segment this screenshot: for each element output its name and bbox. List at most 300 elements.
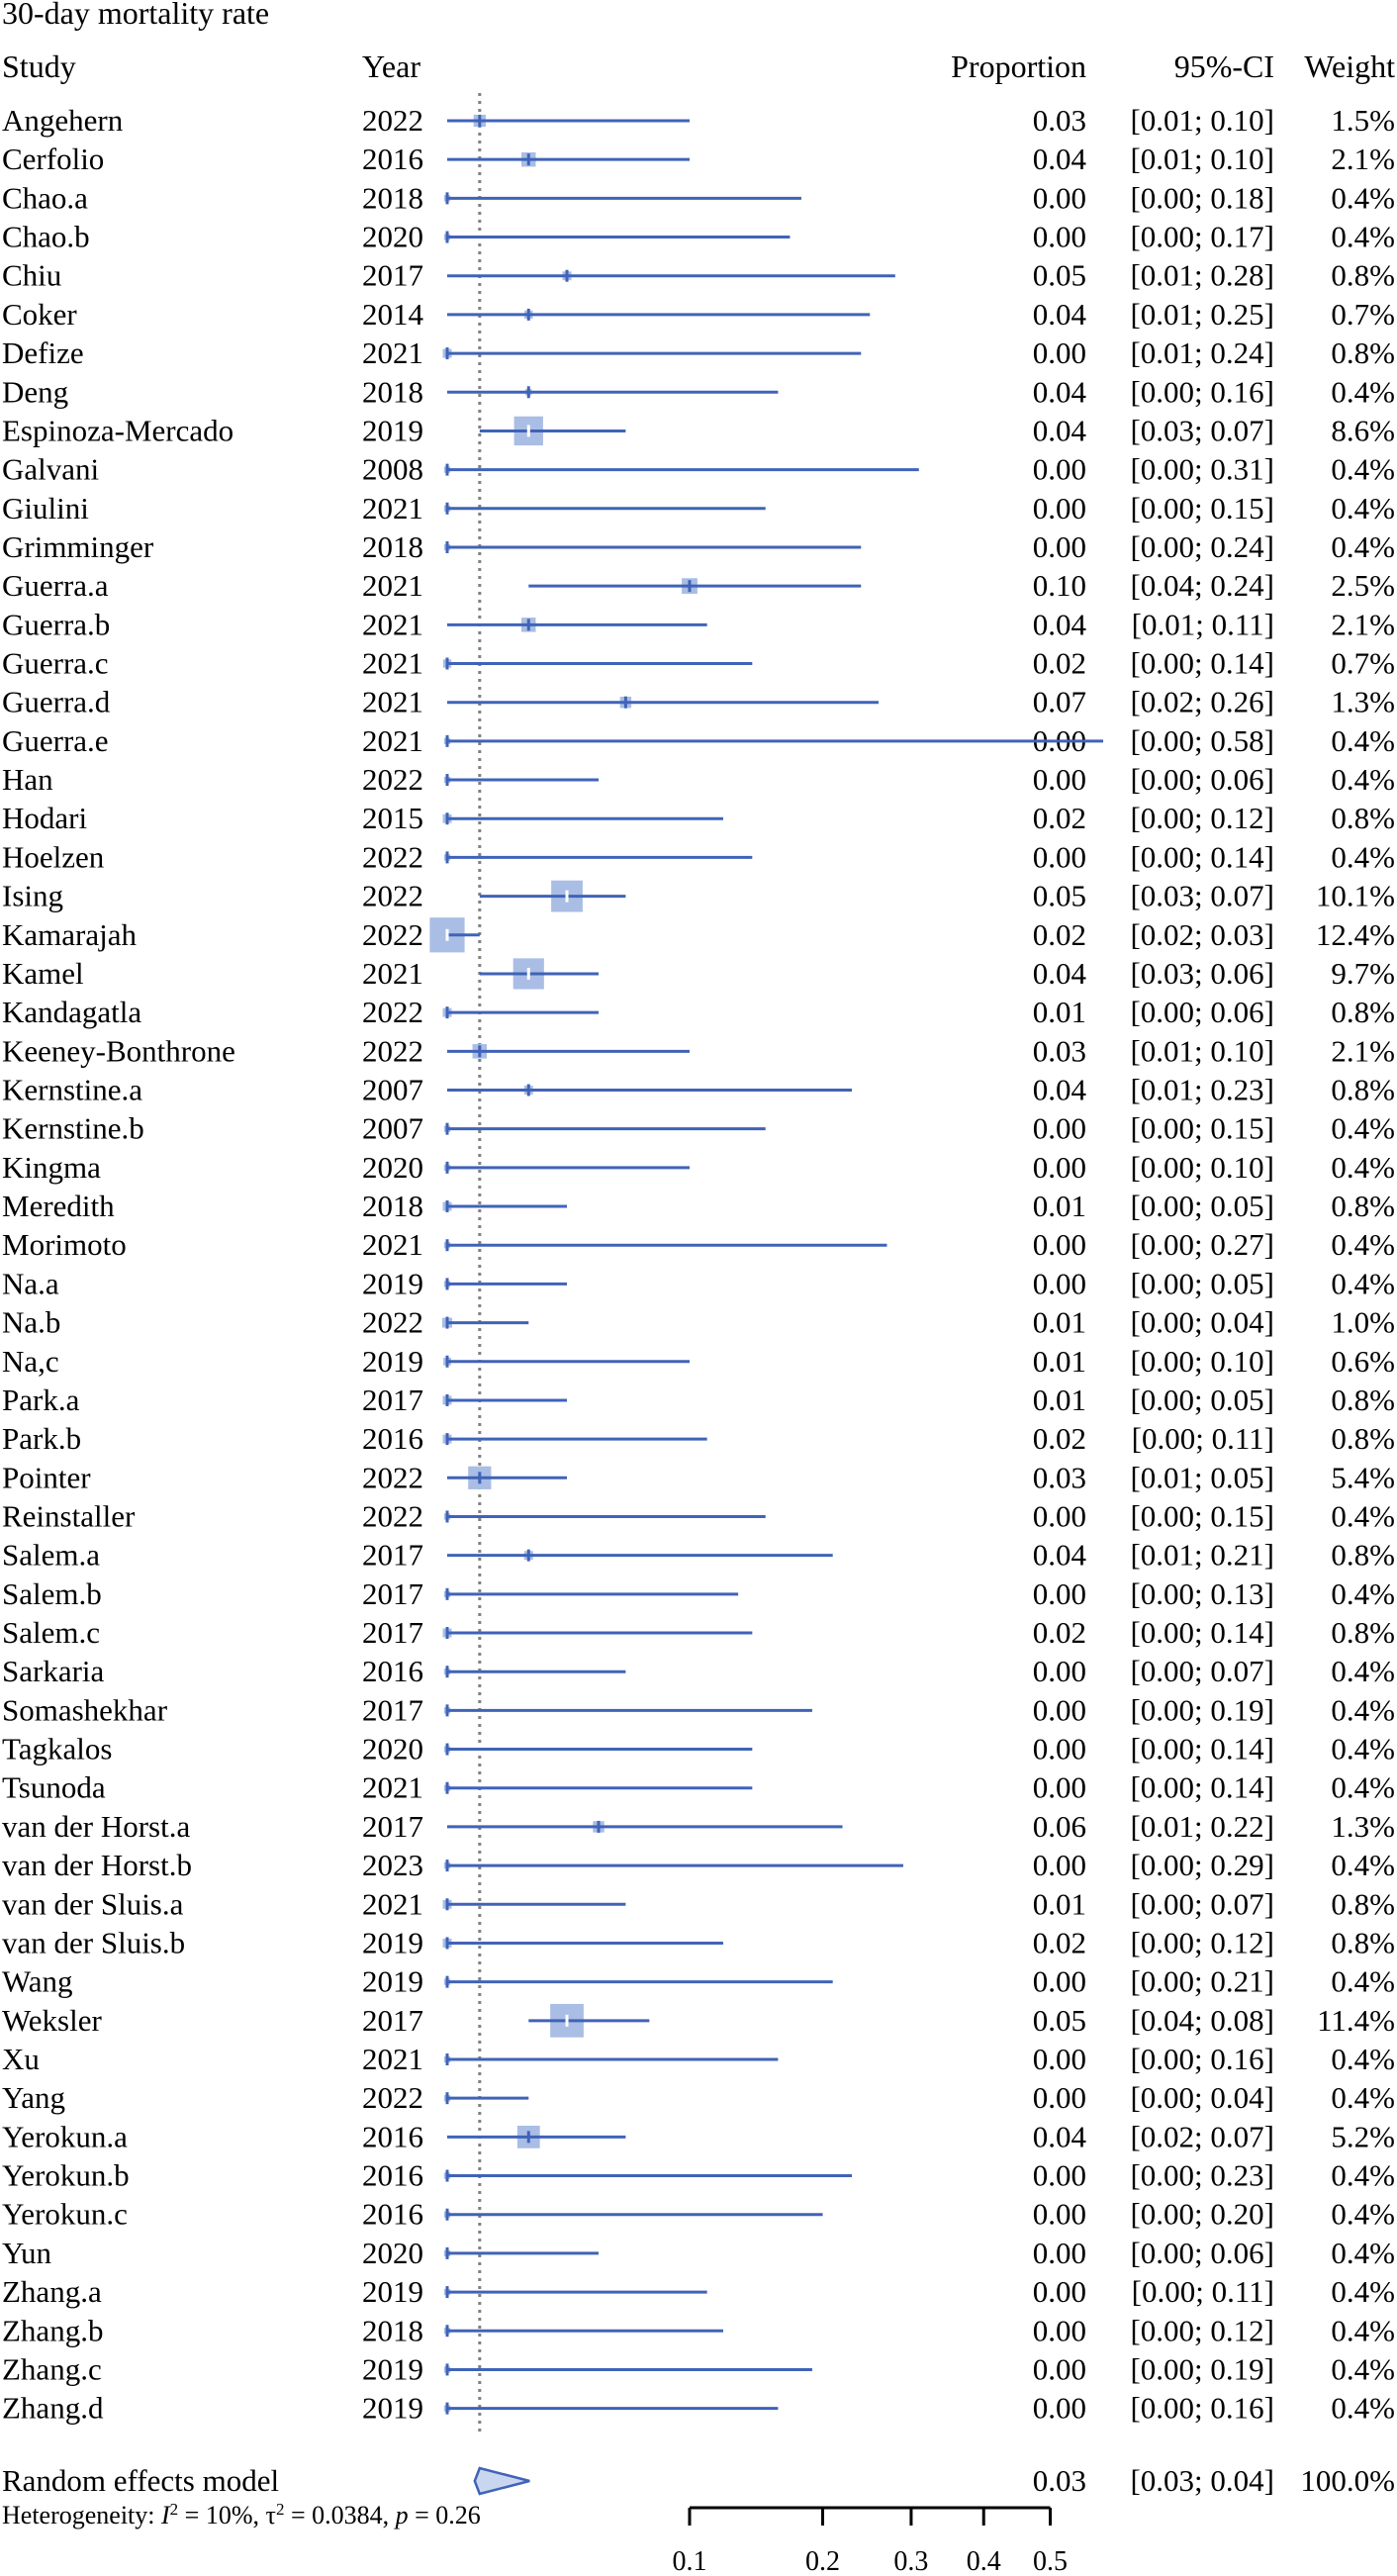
i2-value: = 10%, bbox=[178, 2501, 266, 2529]
study-year: 2020 bbox=[362, 1731, 423, 1766]
study-proportion: 0.01 bbox=[1032, 995, 1086, 1030]
study-ci: [0.00; 0.11] bbox=[1131, 1421, 1274, 1457]
study-ci: [0.00; 0.19] bbox=[1130, 2351, 1274, 2387]
study-year: 2019 bbox=[362, 413, 423, 448]
study-year: 2016 bbox=[362, 1654, 423, 1689]
study-weight: 0.4% bbox=[1331, 2157, 1395, 2193]
study-row bbox=[2, 2351, 1395, 2386]
study-row bbox=[2, 2391, 1395, 2426]
study-row bbox=[2, 2236, 1395, 2270]
study-year: 2016 bbox=[362, 2119, 423, 2154]
study-weight: 0.4% bbox=[1331, 1149, 1395, 1185]
study-row bbox=[2, 1848, 1395, 1882]
study-row bbox=[2, 2274, 1395, 2309]
study-weight: 12.4% bbox=[1315, 916, 1395, 952]
study-row bbox=[2, 1150, 1395, 1185]
study-ci: [0.00; 0.16] bbox=[1130, 374, 1274, 410]
study-name: Pointer bbox=[2, 1460, 91, 1495]
study-year: 2007 bbox=[362, 1110, 423, 1146]
study-proportion: 0.04 bbox=[1032, 413, 1086, 448]
study-name: Angehern bbox=[2, 103, 124, 138]
study-proportion: 0.00 bbox=[1032, 1110, 1086, 1146]
study-ci: [0.00; 0.16] bbox=[1130, 2390, 1274, 2426]
study-ci: [0.00; 0.06] bbox=[1130, 762, 1274, 798]
study-year: 2021 bbox=[362, 684, 423, 719]
study-weight: 0.8% bbox=[1331, 257, 1395, 293]
study-rows bbox=[2, 103, 1395, 2426]
study-row bbox=[2, 2197, 1395, 2232]
study-row bbox=[2, 103, 1395, 138]
study-row bbox=[2, 1266, 1395, 1300]
study-ci: [0.00; 0.15] bbox=[1130, 1110, 1274, 1146]
study-row bbox=[2, 1073, 1395, 1107]
study-year: 2007 bbox=[362, 1072, 423, 1107]
study-row bbox=[2, 1189, 1395, 1223]
study-ci: [0.01; 0.11] bbox=[1131, 607, 1274, 642]
study-ci: [0.00; 0.20] bbox=[1130, 2196, 1274, 2232]
study-name: Kandagatla bbox=[2, 995, 142, 1030]
study-year: 2022 bbox=[362, 1460, 423, 1495]
study-ci: [0.00; 0.14] bbox=[1130, 1769, 1274, 1805]
study-proportion: 0.00 bbox=[1032, 2313, 1086, 2348]
pooled-ci: [0.03; 0.04] bbox=[1130, 2463, 1274, 2498]
study-name: Salem.c bbox=[2, 1615, 100, 1651]
study-ci: [0.03; 0.06] bbox=[1130, 955, 1274, 991]
study-weight: 0.7% bbox=[1331, 645, 1395, 681]
study-ci: [0.01; 0.10] bbox=[1130, 103, 1274, 138]
study-row bbox=[2, 646, 1395, 681]
x-tick-label: 0.1 bbox=[672, 2546, 707, 2576]
study-ci: [0.00; 0.07] bbox=[1130, 1654, 1274, 1689]
study-weight: 0.4% bbox=[1331, 1769, 1395, 1805]
study-row bbox=[2, 1886, 1395, 1921]
i2-symbol: I bbox=[161, 2501, 170, 2529]
study-ci: [0.00; 0.23] bbox=[1130, 2157, 1274, 2193]
study-year: 2018 bbox=[362, 2313, 423, 2348]
study-name: Reinstaller bbox=[2, 1498, 136, 1534]
study-ci: [0.00; 0.14] bbox=[1130, 1615, 1274, 1651]
study-ci: [0.00; 0.15] bbox=[1130, 490, 1274, 525]
study-name: Yerokun.c bbox=[2, 2196, 128, 2232]
study-weight: 2.5% bbox=[1331, 568, 1395, 604]
study-name: Park.b bbox=[2, 1421, 82, 1457]
study-proportion: 0.00 bbox=[1032, 528, 1086, 564]
study-proportion: 0.04 bbox=[1032, 607, 1086, 642]
study-proportion: 0.04 bbox=[1032, 142, 1086, 177]
study-year: 2021 bbox=[362, 722, 423, 758]
study-name: Keeney-Bonthrone bbox=[2, 1033, 235, 1069]
study-row bbox=[2, 1498, 1395, 1533]
study-proportion: 0.01 bbox=[1032, 1343, 1086, 1379]
study-proportion: 0.00 bbox=[1032, 1769, 1086, 1805]
study-year: 2017 bbox=[362, 1382, 423, 1417]
study-row bbox=[2, 607, 1395, 641]
study-weight: 0.4% bbox=[1331, 528, 1395, 564]
study-year: 2021 bbox=[362, 1769, 423, 1805]
study-name: Salem.b bbox=[2, 1575, 102, 1611]
study-year: 2021 bbox=[362, 1227, 423, 1263]
study-name: van der Sluis.b bbox=[2, 1925, 186, 1960]
study-ci: [0.00; 0.14] bbox=[1130, 1731, 1274, 1766]
study-proportion: 0.00 bbox=[1032, 2390, 1086, 2426]
study-weight: 0.4% bbox=[1331, 1963, 1395, 1999]
study-weight: 0.4% bbox=[1331, 1654, 1395, 1689]
pooled-proportion: 0.03 bbox=[1032, 2463, 1086, 2498]
study-weight: 0.8% bbox=[1331, 995, 1395, 1030]
heterogeneity-prefix: Heterogeneity: bbox=[2, 2501, 161, 2529]
study-weight: 0.4% bbox=[1331, 1731, 1395, 1766]
study-row bbox=[2, 1692, 1395, 1727]
study-name: Giulini bbox=[2, 490, 89, 525]
study-row bbox=[2, 1732, 1395, 1766]
study-weight: 0.4% bbox=[1331, 1266, 1395, 1301]
study-row bbox=[2, 1383, 1395, 1417]
study-weight: 0.4% bbox=[1331, 2042, 1395, 2076]
study-row bbox=[2, 491, 1395, 525]
study-year: 2021 bbox=[362, 2042, 423, 2076]
study-weight: 1.0% bbox=[1331, 1304, 1395, 1340]
study-proportion: 0.02 bbox=[1032, 1925, 1086, 1960]
study-name: Zhang.d bbox=[2, 2390, 104, 2426]
study-ci: [0.00; 0.15] bbox=[1130, 1498, 1274, 1534]
study-ci: [0.00; 0.58] bbox=[1130, 722, 1274, 758]
study-year: 2022 bbox=[362, 995, 423, 1030]
study-row bbox=[2, 1305, 1395, 1340]
study-year: 2022 bbox=[362, 2080, 423, 2116]
study-year: 2018 bbox=[362, 180, 423, 216]
study-ci: [0.00; 0.10] bbox=[1130, 1343, 1274, 1379]
study-year: 2021 bbox=[362, 1886, 423, 1922]
study-weight: 0.4% bbox=[1331, 839, 1395, 875]
study-year: 2022 bbox=[362, 1304, 423, 1340]
study-year: 2022 bbox=[362, 1498, 423, 1534]
study-weight: 2.1% bbox=[1331, 607, 1395, 642]
study-name: Chiu bbox=[2, 257, 62, 293]
study-row bbox=[2, 2003, 1395, 2038]
study-proportion: 0.00 bbox=[1032, 2274, 1086, 2310]
study-name: Tagkalos bbox=[2, 1731, 113, 1766]
study-year: 2014 bbox=[362, 296, 423, 332]
study-proportion: 0.03 bbox=[1032, 1033, 1086, 1069]
study-name: Espinoza-Mercado bbox=[2, 413, 234, 448]
ci-column-header: 95%-CI bbox=[1173, 48, 1274, 84]
study-proportion: 0.00 bbox=[1032, 839, 1086, 875]
study-weight: 0.4% bbox=[1331, 1227, 1395, 1263]
study-name: Meredith bbox=[2, 1189, 115, 1224]
study-weight: 11.4% bbox=[1317, 2002, 1395, 2038]
study-proportion: 0.00 bbox=[1032, 1654, 1086, 1689]
study-name: van der Sluis.a bbox=[2, 1886, 184, 1922]
study-ci: [0.01; 0.25] bbox=[1130, 296, 1274, 332]
study-row bbox=[2, 995, 1395, 1029]
study-proportion: 0.04 bbox=[1032, 374, 1086, 410]
study-proportion: 0.07 bbox=[1032, 684, 1086, 719]
study-weight: 0.8% bbox=[1331, 1615, 1395, 1651]
study-row bbox=[2, 1111, 1395, 1146]
study-name: Defize bbox=[2, 335, 84, 371]
x-tick-label: 0.4 bbox=[966, 2546, 1001, 2576]
study-proportion: 0.00 bbox=[1032, 451, 1086, 487]
study-row bbox=[2, 335, 1395, 370]
study-row bbox=[2, 180, 1395, 215]
study-ci: [0.03; 0.07] bbox=[1130, 878, 1274, 913]
study-proportion: 0.04 bbox=[1032, 2119, 1086, 2154]
study-proportion: 0.00 bbox=[1032, 2157, 1086, 2193]
study-proportion: 0.00 bbox=[1032, 490, 1086, 525]
study-year: 2017 bbox=[362, 1692, 423, 1728]
study-weight: 5.4% bbox=[1331, 1460, 1395, 1495]
study-name: Hoelzen bbox=[2, 839, 105, 875]
study-proportion: 0.01 bbox=[1032, 1189, 1086, 1224]
study-row bbox=[2, 529, 1395, 564]
study-weight: 0.7% bbox=[1331, 296, 1395, 332]
study-year: 2019 bbox=[362, 1925, 423, 1960]
study-ci: [0.00; 0.06] bbox=[1130, 2235, 1274, 2270]
study-ci: [0.00; 0.13] bbox=[1130, 1575, 1274, 1611]
study-ci: [0.01; 0.21] bbox=[1130, 1537, 1274, 1573]
study-proportion: 0.03 bbox=[1032, 103, 1086, 138]
study-year: 2017 bbox=[362, 1615, 423, 1651]
study-ci: [0.00; 0.05] bbox=[1130, 1382, 1274, 1417]
study-name: Hodari bbox=[2, 801, 88, 836]
study-name: Zhang.a bbox=[2, 2274, 102, 2310]
study-proportion: 0.00 bbox=[1032, 180, 1086, 216]
study-ci: [0.00; 0.12] bbox=[1130, 2313, 1274, 2348]
study-weight: 0.4% bbox=[1331, 374, 1395, 410]
study-weight: 2.1% bbox=[1331, 1033, 1395, 1069]
study-name: Guerra.a bbox=[2, 568, 109, 604]
study-ci: [0.02; 0.26] bbox=[1130, 684, 1274, 719]
study-weight: 2.1% bbox=[1331, 142, 1395, 177]
study-weight: 0.4% bbox=[1331, 2351, 1395, 2387]
study-weight: 0.4% bbox=[1331, 2390, 1395, 2426]
study-ci: [0.04; 0.24] bbox=[1130, 568, 1274, 604]
study-proportion: 0.06 bbox=[1032, 1808, 1086, 1844]
p-symbol: p bbox=[395, 2501, 409, 2529]
study-name: Zhang.b bbox=[2, 2313, 104, 2348]
study-name: Zhang.c bbox=[2, 2351, 102, 2387]
study-proportion: 0.00 bbox=[1032, 2196, 1086, 2232]
study-ci: [0.00; 0.21] bbox=[1130, 1963, 1274, 1999]
study-name: Guerra.e bbox=[2, 722, 109, 758]
study-name: Deng bbox=[2, 374, 69, 410]
study-proportion: 0.00 bbox=[1032, 1227, 1086, 1263]
study-ci: [0.00; 0.18] bbox=[1130, 180, 1274, 216]
study-row bbox=[2, 2080, 1395, 2115]
study-name: Wang bbox=[2, 1963, 73, 1999]
study-year: 2022 bbox=[362, 1033, 423, 1069]
x-tick-label: 0.2 bbox=[805, 2546, 841, 2576]
study-name: van der Horst.b bbox=[2, 1848, 192, 1883]
study-ci: [0.01; 0.24] bbox=[1130, 335, 1274, 371]
study-weight: 0.4% bbox=[1331, 722, 1395, 758]
study-proportion: 0.00 bbox=[1032, 2351, 1086, 2387]
study-proportion: 0.00 bbox=[1032, 2080, 1086, 2116]
study-proportion: 0.01 bbox=[1032, 1382, 1086, 1417]
study-proportion: 0.10 bbox=[1032, 568, 1086, 604]
study-name: Na.a bbox=[2, 1266, 59, 1301]
study-ci: [0.02; 0.03] bbox=[1130, 916, 1274, 952]
study-proportion: 0.05 bbox=[1032, 257, 1086, 293]
study-year: 2022 bbox=[362, 103, 423, 138]
study-year: 2022 bbox=[362, 762, 423, 798]
study-row bbox=[2, 917, 1395, 953]
study-weight: 0.8% bbox=[1331, 1886, 1395, 1922]
study-name: Chao.b bbox=[2, 219, 90, 254]
study-row bbox=[2, 142, 1395, 176]
study-proportion: 0.00 bbox=[1032, 1266, 1086, 1301]
study-ci: [0.04; 0.08] bbox=[1130, 2002, 1274, 2038]
study-row bbox=[2, 374, 1395, 409]
study-row bbox=[2, 2158, 1395, 2193]
study-weight: 0.8% bbox=[1331, 335, 1395, 371]
study-row bbox=[2, 2119, 1395, 2153]
study-year: 2021 bbox=[362, 645, 423, 681]
study-name: Yerokun.b bbox=[2, 2157, 130, 2193]
study-proportion: 0.00 bbox=[1032, 1692, 1086, 1728]
study-ci: [0.00; 0.04] bbox=[1130, 2080, 1274, 2116]
study-name: Weksler bbox=[2, 2002, 102, 2038]
study-ci: [0.00; 0.19] bbox=[1130, 1692, 1274, 1728]
study-name: Kingma bbox=[2, 1149, 101, 1185]
study-ci: [0.00; 0.17] bbox=[1130, 219, 1274, 254]
study-year: 2017 bbox=[362, 2002, 423, 2038]
study-weight: 0.4% bbox=[1331, 2274, 1395, 2310]
study-weight: 0.4% bbox=[1331, 1692, 1395, 1728]
study-proportion: 0.00 bbox=[1032, 1963, 1086, 1999]
study-row bbox=[2, 2313, 1395, 2347]
study-year: 2022 bbox=[362, 839, 423, 875]
study-name: Somashekhar bbox=[2, 1692, 168, 1728]
study-year: 2015 bbox=[362, 801, 423, 836]
study-name: Kernstine.b bbox=[2, 1110, 144, 1146]
study-row bbox=[2, 1538, 1395, 1573]
study-weight: 1.3% bbox=[1331, 1808, 1395, 1844]
study-row bbox=[2, 297, 1395, 332]
study-name: Guerra.d bbox=[2, 684, 111, 719]
study-name: Xu bbox=[2, 2042, 40, 2076]
study-proportion: 0.00 bbox=[1032, 2235, 1086, 2270]
study-weight: 0.8% bbox=[1331, 801, 1395, 836]
study-year: 2019 bbox=[362, 1963, 423, 1999]
study-year: 2017 bbox=[362, 257, 423, 293]
study-year: 2018 bbox=[362, 528, 423, 564]
study-weight: 1.3% bbox=[1331, 684, 1395, 719]
study-weight: 0.4% bbox=[1331, 180, 1395, 216]
study-weight: 0.8% bbox=[1331, 1072, 1395, 1107]
study-proportion: 0.00 bbox=[1032, 1848, 1086, 1883]
study-weight: 0.4% bbox=[1331, 2080, 1395, 2116]
study-name: Galvani bbox=[2, 451, 100, 487]
study-proportion: 0.04 bbox=[1032, 955, 1086, 991]
study-weight: 0.8% bbox=[1331, 1189, 1395, 1224]
study-row bbox=[2, 762, 1395, 797]
study-weight: 1.5% bbox=[1331, 103, 1395, 138]
pooled-diamond bbox=[475, 2468, 529, 2494]
study-ci: [0.00; 0.14] bbox=[1130, 839, 1274, 875]
study-name: Sarkaria bbox=[2, 1654, 105, 1689]
study-row bbox=[2, 1925, 1395, 1959]
x-axis bbox=[672, 2508, 1068, 2576]
study-year: 2016 bbox=[362, 142, 423, 177]
study-weight: 0.8% bbox=[1331, 1382, 1395, 1417]
study-name: Kamel bbox=[2, 955, 84, 991]
study-weight: 0.4% bbox=[1331, 1848, 1395, 1883]
study-row bbox=[2, 1460, 1395, 1494]
study-row bbox=[2, 685, 1395, 719]
study-name: Yun bbox=[2, 2235, 51, 2270]
study-name: van der Horst.a bbox=[2, 1808, 191, 1844]
study-weight: 0.4% bbox=[1331, 2235, 1395, 2270]
study-year: 2020 bbox=[362, 1149, 423, 1185]
weight-column-header: Weight bbox=[1304, 48, 1395, 84]
study-proportion: 0.02 bbox=[1032, 645, 1086, 681]
study-row bbox=[2, 413, 1395, 447]
study-ci: [0.01; 0.23] bbox=[1130, 1072, 1274, 1107]
study-ci: [0.01; 0.22] bbox=[1130, 1808, 1274, 1844]
pooled-weight: 100.0% bbox=[1300, 2463, 1395, 2498]
study-proportion: 0.00 bbox=[1032, 1498, 1086, 1534]
study-weight: 0.4% bbox=[1331, 1575, 1395, 1611]
study-weight: 9.7% bbox=[1331, 955, 1395, 991]
study-column-header: Study bbox=[2, 48, 76, 84]
study-proportion: 0.00 bbox=[1032, 762, 1086, 798]
study-row bbox=[2, 1809, 1395, 1844]
study-name: Na,c bbox=[2, 1343, 59, 1379]
study-row bbox=[2, 1421, 1395, 1456]
study-name: Kernstine.a bbox=[2, 1072, 143, 1107]
study-name: Ising bbox=[2, 878, 63, 913]
study-year: 2018 bbox=[362, 374, 423, 410]
study-row bbox=[2, 1615, 1395, 1650]
study-name: Morimoto bbox=[2, 1227, 127, 1263]
study-ci: [0.02; 0.07] bbox=[1130, 2119, 1274, 2154]
study-name: Coker bbox=[2, 296, 77, 332]
chart-title: 30-day mortality rate bbox=[2, 0, 270, 31]
study-proportion: 0.04 bbox=[1032, 1072, 1086, 1107]
study-proportion: 0.02 bbox=[1032, 916, 1086, 952]
study-proportion: 0.00 bbox=[1032, 219, 1086, 254]
study-proportion: 0.00 bbox=[1032, 1575, 1086, 1611]
study-year: 2016 bbox=[362, 2196, 423, 2232]
study-row bbox=[2, 1654, 1395, 1688]
study-year: 2021 bbox=[362, 335, 423, 371]
study-proportion: 0.02 bbox=[1032, 1421, 1086, 1457]
study-proportion: 0.00 bbox=[1032, 1149, 1086, 1185]
study-ci: [0.01; 0.05] bbox=[1130, 1460, 1274, 1495]
study-name: Cerfolio bbox=[2, 142, 105, 177]
study-proportion: 0.00 bbox=[1032, 722, 1086, 758]
study-ci: [0.01; 0.10] bbox=[1130, 1033, 1274, 1069]
study-year: 2019 bbox=[362, 2351, 423, 2387]
study-year: 2017 bbox=[362, 1575, 423, 1611]
study-proportion: 0.05 bbox=[1032, 2002, 1086, 2038]
study-weight: 0.4% bbox=[1331, 762, 1395, 798]
study-row bbox=[2, 1964, 1395, 1999]
study-year: 2022 bbox=[362, 916, 423, 952]
study-ci: [0.00; 0.31] bbox=[1130, 451, 1274, 487]
study-ci: [0.00; 0.05] bbox=[1130, 1189, 1274, 1224]
study-weight: 0.8% bbox=[1331, 1537, 1395, 1573]
study-row bbox=[2, 1344, 1395, 1379]
study-weight: 0.4% bbox=[1331, 2196, 1395, 2232]
study-year: 2020 bbox=[362, 219, 423, 254]
study-year: 2017 bbox=[362, 1808, 423, 1844]
study-row bbox=[2, 2042, 1395, 2076]
study-year: 2018 bbox=[362, 1189, 423, 1224]
study-weight: 10.1% bbox=[1315, 878, 1395, 913]
study-weight: 0.4% bbox=[1331, 1498, 1395, 1534]
